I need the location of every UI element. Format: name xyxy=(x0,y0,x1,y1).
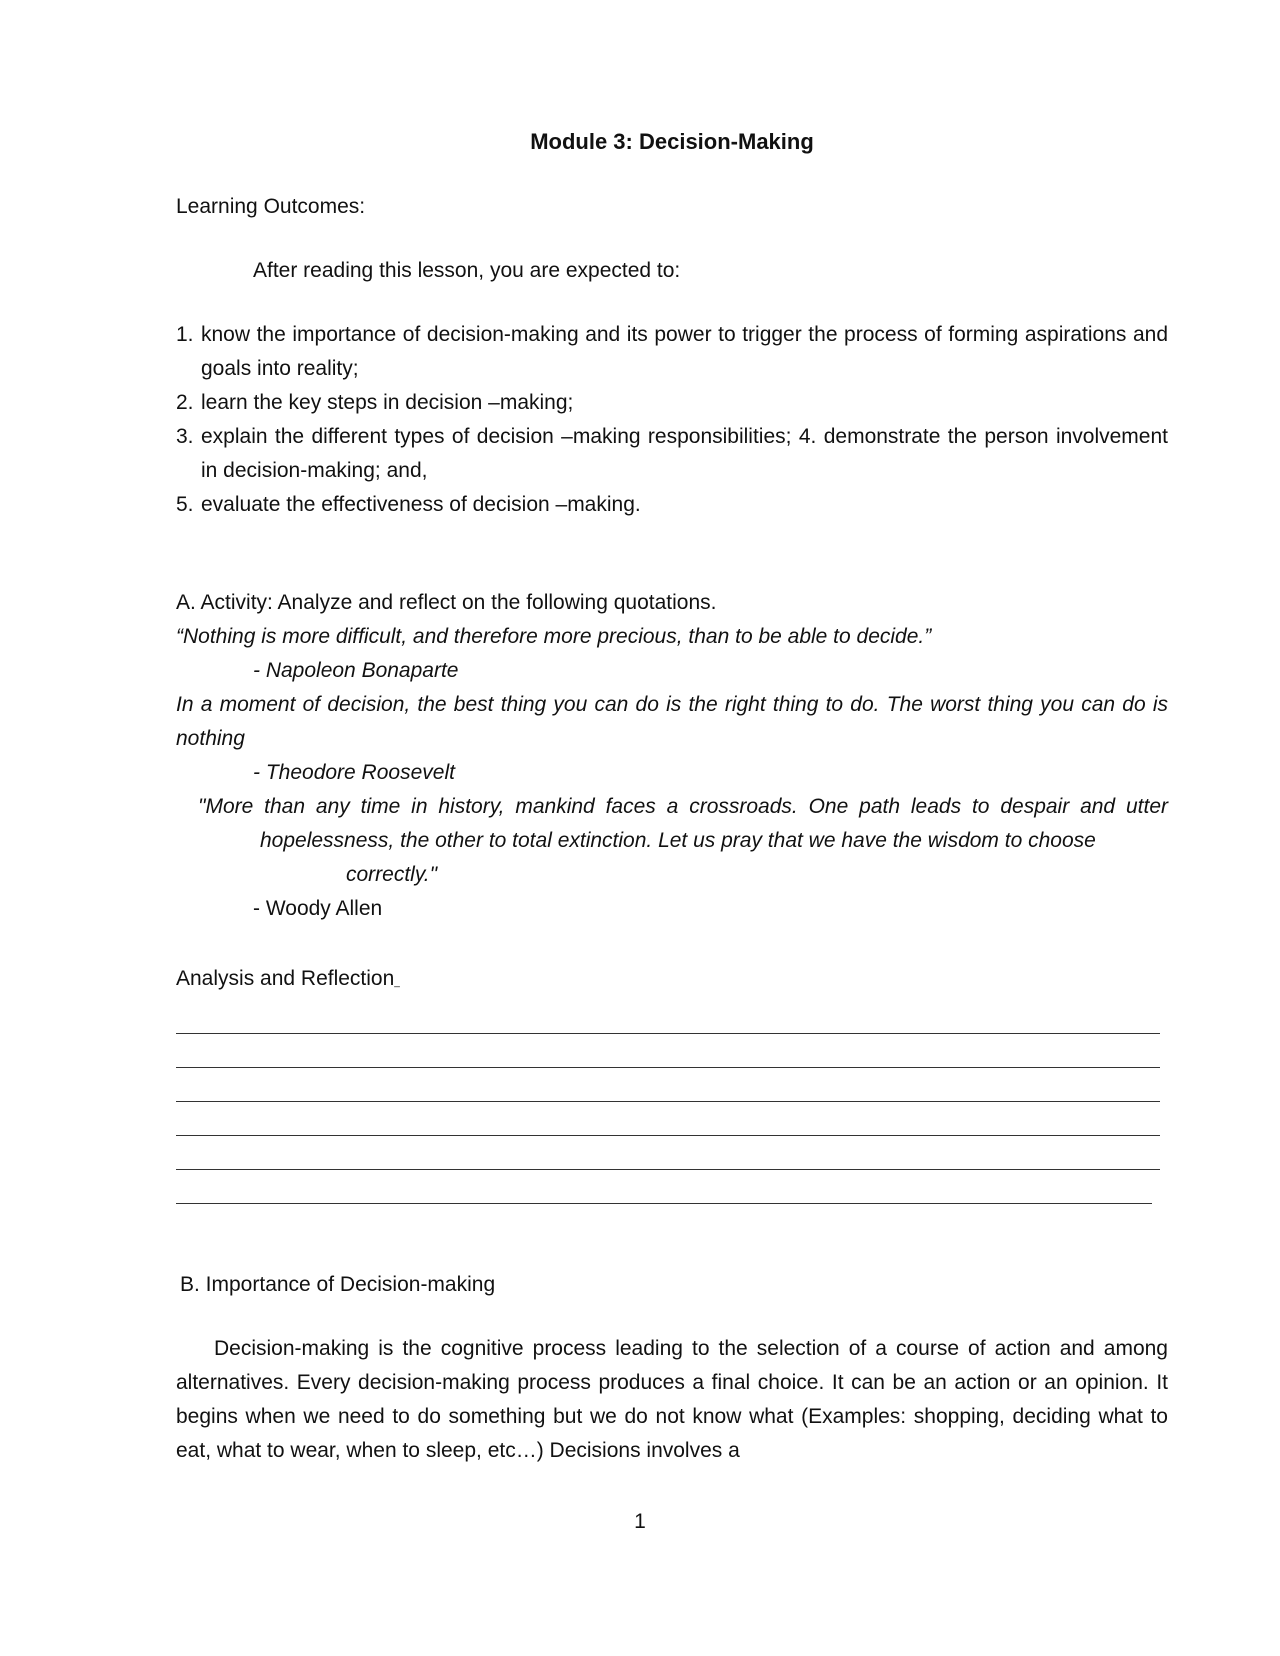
answer-line[interactable] xyxy=(176,1102,1160,1136)
learning-outcomes-list xyxy=(176,318,1168,522)
analysis-label-mark: _ xyxy=(394,977,400,988)
quote-text: In a moment of decision, the best thing you can do is the right thing to do. The worst thing you can do is nothing xyxy=(176,693,1168,750)
quote-author: - Napoleon Bonaparte xyxy=(253,659,459,682)
analysis-label xyxy=(176,962,1168,1000)
answer-line[interactable] xyxy=(176,1034,1160,1068)
quote-text: “Nothing is more difficult, and therefore more precious, than to be able to decide.” xyxy=(176,625,932,648)
quote-author: - Theodore Roosevelt xyxy=(253,761,455,784)
section-b-heading: B. Importance of Decision-making xyxy=(180,1273,496,1296)
list-number: 2. xyxy=(176,391,194,414)
quote-text: "More than any time in history, mankind faces a crossroads. One path leads to despair and utter hopelessness, the other to total extinction. Let us pray that we have the wisdom to choose xyxy=(198,795,1168,852)
list-number: 1. xyxy=(176,323,194,346)
list-item-text: evaluate the effectiveness of decision –making. xyxy=(201,493,641,516)
page-content xyxy=(176,120,1168,1468)
analysis-label-text: Analysis and Reflection xyxy=(176,967,395,990)
learning-outcomes-label: Learning Outcomes: xyxy=(176,195,366,218)
list-item xyxy=(176,420,1168,488)
answer-line[interactable] xyxy=(176,1068,1160,1102)
quote-author: - Woody Allen xyxy=(253,897,383,920)
answer-line[interactable] xyxy=(176,1170,1152,1204)
page-number: 1 xyxy=(634,1510,646,1533)
page-title: Module 3: Decision-Making xyxy=(530,129,814,154)
list-item xyxy=(176,488,1168,522)
activity-heading: A. Activity: Analyze and reflect on the following quotations. xyxy=(176,591,717,614)
answer-line[interactable] xyxy=(176,1000,1160,1034)
quote-text-end: correctly." xyxy=(346,863,438,886)
list-item xyxy=(176,386,1168,420)
section-b-paragraph: Decision-making is the cognitive process leading to the selection of a course of action and among alternatives. Every decision-making process produces a final choice. It can be an action or an opinion. It begins when we need to do something but we do not know what (Examples: shopping, deciding what to eat, what to wear, when to sleep, etc…) Decisions involves a xyxy=(176,1337,1168,1462)
answer-line[interactable] xyxy=(176,1136,1160,1170)
list-number: 3. xyxy=(176,425,194,448)
intro-text: After reading this lesson, you are expected to: xyxy=(253,259,681,282)
list-item-text: learn the key steps in decision –making; xyxy=(201,391,574,414)
list-item-text: know the importance of decision-making and its power to trigger the process of forming aspirations and goals into reality; xyxy=(201,323,1168,380)
list-number: 5. xyxy=(176,493,194,516)
list-item xyxy=(176,318,1168,386)
list-item-text: explain the different types of decision –making responsibilities; 4. demonstrate the person involvement in decision-making; and, xyxy=(201,425,1168,482)
